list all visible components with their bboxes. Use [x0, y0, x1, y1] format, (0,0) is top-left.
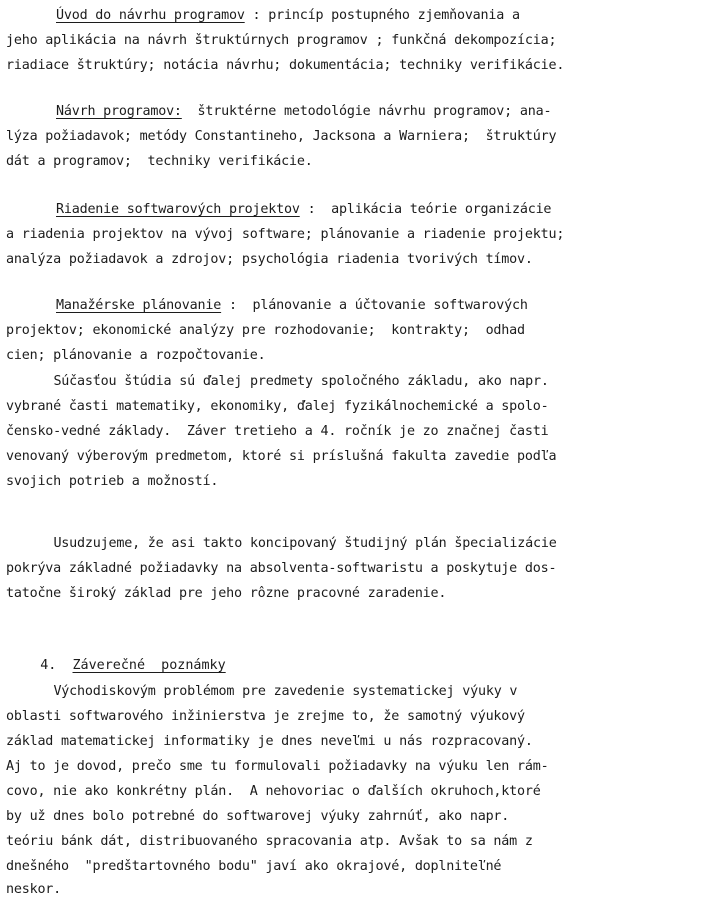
- paragraph-line: Východiskovým problémom pre zavedenie systematickej výuky v: [22, 684, 518, 699]
- paragraph-line: by už dnes bolo potrebné do softwarovej výuky zahrnúť, ako napr.: [6, 809, 510, 824]
- paragraph-line: základ matematickej informatiky je dnes neveľmi u nás rozpracovaný.: [6, 734, 533, 749]
- section-line: lýza požiadavok; metódy Constantineho, Jacksona a Warniera; štruktúry: [6, 129, 557, 144]
- chapter-heading: [8, 630, 226, 673]
- section-title: Návrh programov:: [56, 104, 182, 119]
- chapter-title: Záverečné poznámky: [72, 658, 226, 673]
- paragraph-line: Aj to je dovod, prečo sme tu formulovali požiadavky na výuku len rám-: [6, 759, 549, 774]
- paragraph-line: vybrané časti matematiky, ekonomiky, ďalej fyzikálnochemické a spolo-: [6, 399, 549, 414]
- section-line: a riadenia projektov na vývoj software; plánovanie a riadenie projektu;: [6, 227, 565, 242]
- section-line: Manažérske plánovanie : plánovanie a účtovanie softwarových: [56, 298, 528, 313]
- section-line: cien; plánovanie a rozpočtovanie.: [6, 348, 266, 363]
- paragraph-line: covo, nie ako konkrétny plán. A nehovoriac o ďalších okruhoch,ktoré: [6, 784, 541, 799]
- section-line: riadiace štruktúry; notácia návrhu; dokumentácia; techniky verifikácie.: [6, 58, 565, 73]
- section-line: Úvod do návrhu programov : princíp postupného zjemňovania a: [56, 8, 520, 23]
- paragraph-line: venovaný výberovým predmetom, ktoré si príslušná fakulta zavedie podľa: [6, 449, 557, 464]
- paragraph-line: Súčasťou štúdia sú ďalej predmety spoločného základu, ako napr.: [22, 374, 549, 389]
- paragraph-line: teóriu bánk dát, distribuovaného spracovania atp. Avšak to sa nám z: [6, 834, 533, 849]
- paragraph-line: oblasti softwarového inžinierstva je zrejme to, že samotný výukový: [6, 709, 525, 724]
- paragraph-line: čensko-vedné základy. Záver tretieho a 4. ročník je zo značnej časti: [6, 424, 549, 439]
- section-title: Riadenie softwarových projektov: [56, 202, 300, 217]
- section-title: Úvod do návrhu programov: [56, 8, 245, 23]
- paragraph-line: dnešného "predštartovného bodu" javí ako okrajové, doplniteľné: [6, 859, 502, 874]
- section-line: projektov; ekonomické analýzy pre rozhodovanie; kontrakty; odhad: [6, 323, 525, 338]
- paragraph-line: pokrýva základné požiadavky na absolventa-softwaristu a poskytuje dos-: [6, 561, 557, 576]
- paragraph-line: svojich potrieb a možností.: [6, 474, 219, 489]
- paragraph-line: neskor.: [6, 882, 62, 897]
- section-line: Návrh programov: štruktérne metodológie návrhu programov; ana-: [56, 104, 552, 119]
- section-title: Manažérske plánovanie: [56, 298, 222, 313]
- section-line: jeho aplikácia na návrh štruktúrnych programov ; funkčná dekompozícia;: [6, 33, 557, 48]
- paragraph-line: tatočne široký základ pre jeho rôzne pracovné zaradenie.: [6, 586, 447, 601]
- paragraph-line: Usudzujeme, že asi takto koncipovaný študijný plán špecializácie: [22, 536, 557, 551]
- section-line: analýza požiadavok a zdrojov; psychológia riadenia tvorivých tímov.: [6, 252, 533, 267]
- section-line: dát a programov; techniky verifikácie.: [6, 154, 313, 169]
- chapter-number: 4.: [40, 658, 57, 673]
- section-line: Riadenie softwarových projektov : aplikácia teórie organizácie: [56, 202, 552, 217]
